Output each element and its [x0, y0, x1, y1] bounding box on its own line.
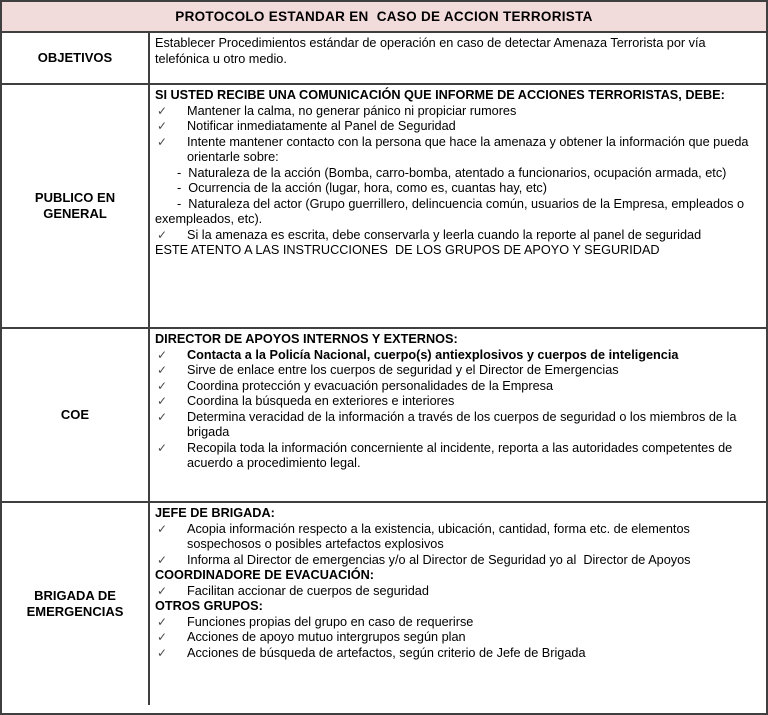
check-icon: ✓: [157, 227, 168, 242]
check-icon: ✓: [157, 583, 168, 598]
table-header: [2, 2, 766, 33]
dash-item: - Naturaleza del actor (Grupo guerrillero, delincuencia común, usuarios de la Empresa, empleados o exempleados, etc).: [155, 196, 748, 226]
checklist-item-text: Mantener la calma, no generar pánico ni propiciar rumores: [187, 103, 517, 118]
checklist-item-text: Contacta a la Policía Nacional, cuerpo(s) antiexplosivos y cuerpos de inteligencia: [187, 347, 679, 362]
page-title: PROTOCOLO ESTANDAR EN CASO DE ACCION TERRORISTA: [175, 9, 593, 24]
row-content-objetivos: [150, 33, 766, 83]
check-icon: ✓: [157, 363, 168, 377]
checklist-item-text: Sirve de enlace entre los cuerpos de seguridad y el Director de Emergencias: [187, 363, 619, 377]
checklist-item: [155, 135, 760, 166]
subheading: OTROS GRUPOS:: [155, 599, 263, 613]
checklist-item-text: Facilitan accionar de cuerpos de seguridad: [187, 583, 429, 598]
checklist-item: [155, 615, 760, 631]
check-icon: ✓: [157, 409, 168, 424]
checklist-item-text: Si la amenaza es escrita, debe conservarla y leerla cuando la reporte al panel de seguridad: [187, 227, 702, 242]
checklist-item: [155, 119, 760, 135]
checklist-item-text: Coordina protección y evacuación personalidades de la Empresa: [187, 378, 554, 393]
dash-item: - Ocurrencia de la acción (lugar, hora, como es, cuantas hay, etc): [177, 181, 547, 195]
table-body: [2, 33, 766, 705]
table-row-objetivos: [2, 33, 766, 85]
row-content-brigada-de-emergencias: [150, 503, 766, 705]
checklist-item: [155, 394, 760, 410]
checklist-item: [155, 441, 760, 472]
check-icon: ✓: [157, 645, 168, 660]
checklist-item-text: Funciones propias del grupo en caso de requerirse: [187, 614, 474, 629]
row-content-coe: [150, 329, 766, 501]
row-content-publico-en-general: [150, 85, 766, 327]
checklist-item-text: Notificar inmediatamente al Panel de Seguridad: [187, 119, 456, 133]
checklist-item: [155, 363, 760, 379]
check-icon: ✓: [157, 630, 168, 644]
checklist-item: [155, 553, 760, 569]
table-row-publico-en-general: [2, 85, 766, 329]
check-icon: ✓: [157, 378, 168, 393]
row-label-publico-en-general: PUBLICO EN GENERAL: [2, 85, 150, 327]
checklist-item-text: Determina veracidad de la información a través de los cuerpos de seguridad o los miembros de la brigada: [187, 409, 740, 439]
checklist-item-text: Informa al Director de emergencias y/o al Director de Seguridad yo al Director de Apoyos: [187, 552, 691, 567]
check-icon: ✓: [157, 119, 168, 133]
checklist-item: [155, 584, 760, 600]
checklist-item-text: Acciones de apoyo mutuo intergrupos según plan: [187, 630, 466, 644]
dash-item: - Naturaleza de la acción (Bomba, carro-bomba, atentado a funcionarios, ocupación armada, etc): [177, 165, 727, 180]
check-icon: ✓: [157, 521, 168, 536]
checklist-item-text: Recopila toda la información concerniente al incidente, reporta a las autoridades competentes de acuerdo a procedimiento legal.: [187, 440, 736, 470]
checklist-item-text: Coordina la búsqueda en exteriores e interiores: [187, 394, 455, 408]
checklist-item: [155, 646, 760, 662]
checklist-item: [155, 104, 760, 120]
check-icon: ✓: [157, 347, 168, 362]
subheading: JEFE DE BRIGADA:: [155, 506, 275, 520]
table-row-coe: [2, 329, 766, 503]
checklist-item: [155, 522, 760, 553]
checklist-item: [155, 379, 760, 395]
paragraph: Establecer Procedimientos estándar de operación en caso de detectar Amenaza Terrorista por vía telefónica u otro medio.: [155, 36, 710, 66]
paragraph: ESTE ATENTO A LAS INSTRUCCIONES DE LOS GRUPOS DE APOYO Y SEGURIDAD: [155, 243, 660, 257]
subheading: DIRECTOR DE APOYOS INTERNOS Y EXTERNOS:: [155, 332, 458, 346]
row-label-coe: COE: [2, 329, 150, 501]
table-row-brigada-de-emergencias: [2, 503, 766, 705]
checklist-item: [155, 228, 760, 244]
row-label-brigada-de-emergencias: BRIGADA DE EMERGENCIAS: [2, 503, 150, 705]
check-icon: ✓: [157, 440, 168, 455]
checklist-item: [155, 630, 760, 646]
check-icon: ✓: [157, 103, 168, 118]
check-icon: ✓: [157, 394, 168, 408]
checklist-item: [155, 348, 760, 364]
checklist-item-text: Acopia información respecto a la existencia, ubicación, cantidad, forma etc. de elementos sospechosos o posibles artefactos explosivos: [187, 521, 694, 551]
row-label-objetivos: OBJETIVOS: [2, 33, 150, 83]
subheading: COORDINADORE DE EVACUACIÓN:: [155, 568, 374, 582]
checklist-item-text: Acciones de búsqueda de artefactos, según criterio de Jefe de Brigada: [187, 645, 586, 660]
check-icon: ✓: [157, 134, 168, 149]
check-icon: ✓: [157, 552, 168, 567]
check-icon: ✓: [157, 614, 168, 629]
checklist-item: [155, 410, 760, 441]
subheading: SI USTED RECIBE UNA COMUNICACIÓN QUE INFORME DE ACCIONES TERRORISTAS, DEBE:: [155, 88, 725, 102]
checklist-item-text: Intente mantener contacto con la persona que hace la amenaza y obtener la información que pueda orientarle sobre:: [187, 134, 752, 164]
